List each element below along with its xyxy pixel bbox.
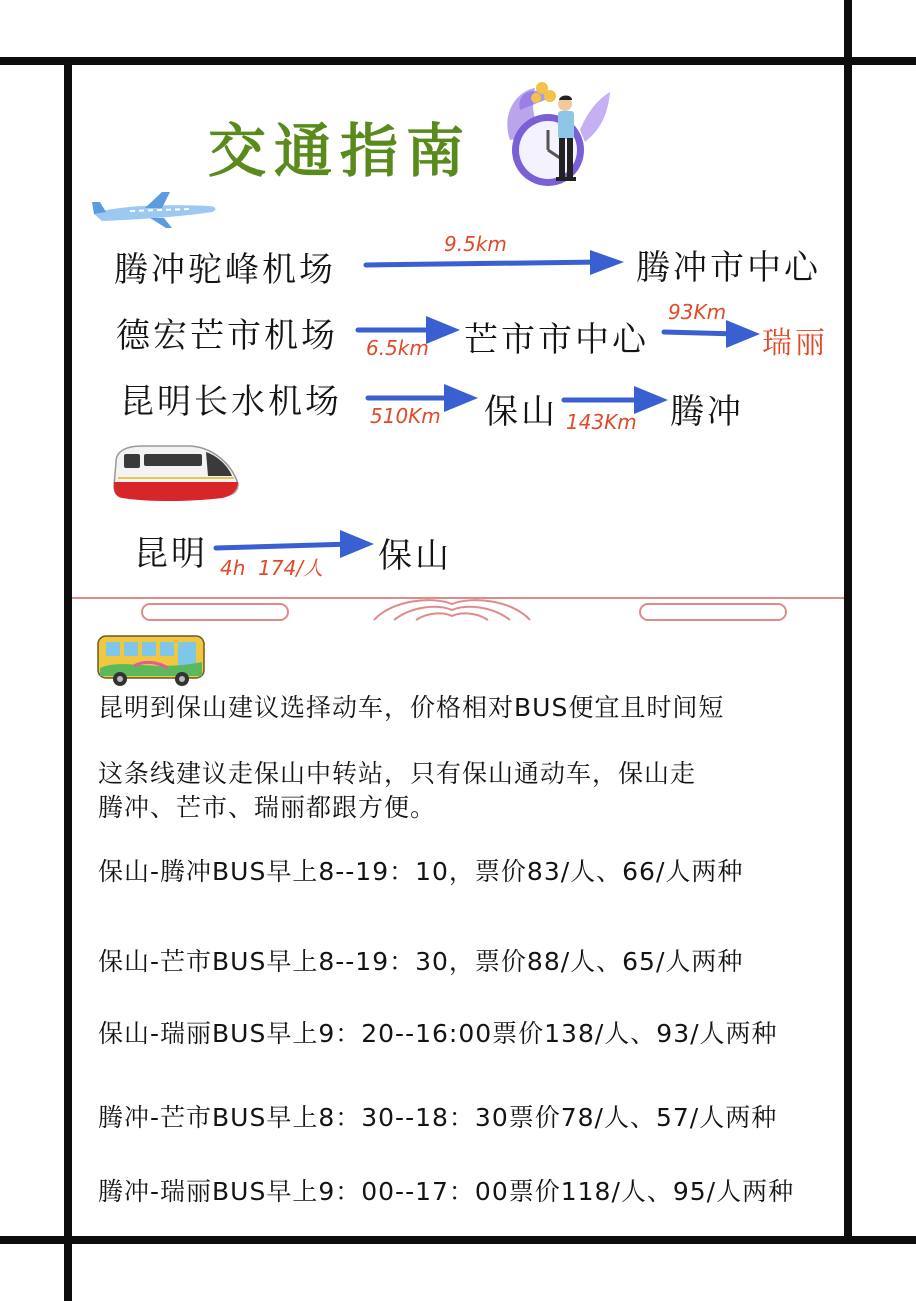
train-info: 4h 174/人 bbox=[220, 556, 324, 580]
route3-distance-1: 510Km bbox=[370, 404, 441, 428]
route2-distance-2: 93Km bbox=[668, 300, 727, 324]
note-line-7: 腾冲-芒市BUS早上8：30--18：30票价78/人、57/人两种 bbox=[98, 1103, 778, 1132]
route1-distance: 9.5km bbox=[444, 232, 507, 256]
train-to: 保山 bbox=[378, 536, 452, 576]
airplane-icon bbox=[90, 190, 220, 230]
route2-mid: 芒市市中心 bbox=[464, 320, 649, 360]
frame-right-line bbox=[844, 0, 852, 1244]
route2-from: 德宏芒市机场 bbox=[116, 316, 338, 356]
note-line-5: 保山-芒市BUS早上8--19：30，票价88/人、65/人两种 bbox=[98, 947, 744, 976]
train-from: 昆明 bbox=[134, 534, 208, 574]
route3-from: 昆明长水机场 bbox=[120, 382, 342, 422]
frame-bottom-line bbox=[0, 1236, 916, 1244]
route2-to: 瑞丽 bbox=[762, 326, 828, 361]
route3-to: 腾冲 bbox=[670, 392, 744, 432]
note-line-8: 腾冲-瑞丽BUS早上9：00--17：00票价118/人、95/人两种 bbox=[98, 1177, 795, 1206]
route1-to: 腾冲市中心 bbox=[636, 248, 821, 288]
note-line-1: 昆明到保山建议选择动车，价格相对BUS便宜且时间短 bbox=[98, 693, 725, 722]
note-line-4: 保山-腾冲BUS早上8--19：10，票价83/人、66/人两种 bbox=[98, 857, 744, 886]
bus-icon bbox=[94, 632, 208, 688]
route2-distance-1: 6.5km bbox=[366, 336, 429, 360]
frame-left-line bbox=[64, 57, 72, 1301]
route3-distance-2: 143Km bbox=[566, 410, 637, 434]
frame-top-line bbox=[0, 57, 916, 65]
decorative-divider bbox=[72, 594, 844, 624]
route3-mid: 保山 bbox=[484, 392, 558, 432]
page-title: 交通指南 bbox=[208, 117, 473, 185]
route1-from: 腾冲驼峰机场 bbox=[114, 250, 336, 290]
note-line-2: 这条线建议走保山中转站，只有保山通动车，保山走 bbox=[98, 759, 697, 788]
train-icon bbox=[108, 442, 240, 506]
clock-person-illustration bbox=[490, 80, 620, 190]
note-line-3: 腾冲、芒市、瑞丽都跟方便。 bbox=[98, 793, 437, 822]
note-line-6: 保山-瑞丽BUS早上9：20--16:00票价138/人、93/人两种 bbox=[98, 1019, 778, 1048]
